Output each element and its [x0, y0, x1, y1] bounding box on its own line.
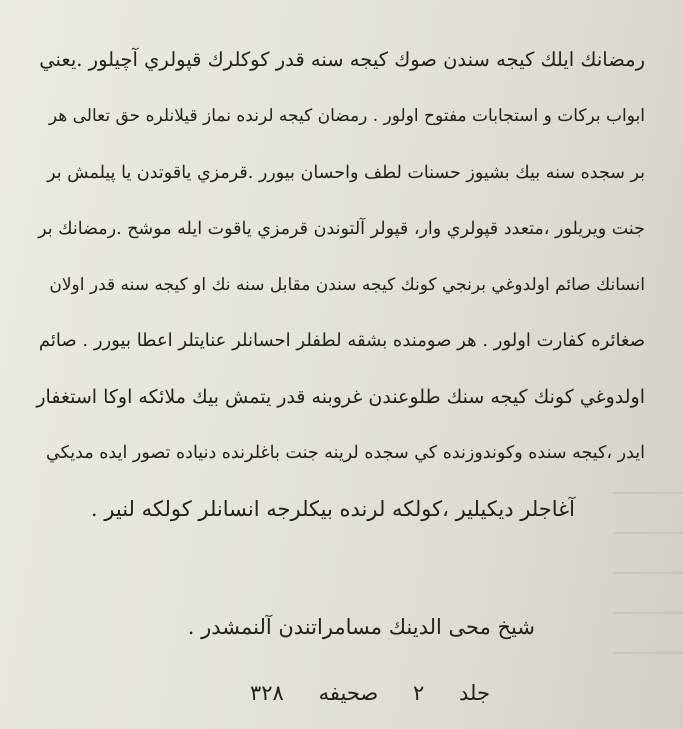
text-line-9: آغاجلر ديكيلير ،كولكه لرنده بيكلرجه انسانلر كولكه لنير . — [90, 497, 575, 521]
text-line-4: جنت ويريلور ،متعدد قپولري وار، قپولر آلتوندن قرمزي ياقوت ايله موشح .رمضانك بر — [38, 219, 645, 239]
page-number: ٣٢٨ — [250, 681, 284, 705]
text-line-1: رمضانك ايلك كيجه سندن صوك كيجه سنه قدر كوكلرك قپولري آچيلور .يعني — [39, 48, 645, 71]
text-line-2: ابواب بركات و استجابات مفتوح اولور . رمضان كيجه لرنده نماز قيلانلره حق تعالى هر — [48, 106, 645, 126]
text-line-5: انسانك صائم اولدوغي برنجي كونك كيجه سندن مقابل سنه نك او كيجه سنه قدر اولان — [49, 275, 645, 295]
text-line-3: بر سجده سنه بيك بشيوز حسنات لطف واحسان بيورر .قرمزي ياقوتدن يا پيلمش بر — [47, 163, 645, 183]
show-through-text — [613, 470, 683, 670]
text-line-7: اولدوغي كونك كيجه سنك طلوعندن غروبنه قدر يتمش بيك ملائكه اوكا استغفار — [36, 386, 645, 408]
volume-number: ٢ — [412, 681, 425, 705]
page-footer — [250, 678, 490, 708]
page-label: صحيفه — [318, 681, 379, 705]
attribution: شيخ محى الدينك مسامراتندن آلنمشدر . — [187, 615, 535, 639]
text-line-8: ايدر ،كيجه سنده وكوندوزنده كي سجده لرينه جنت باغلرنده دنياده تصور ايده مديكي — [46, 443, 645, 463]
volume-label: جلد — [459, 681, 490, 705]
text-line-6: صغائره كفارت اولور . هر صومنده بشقه لطفلر احسانلر عنايتلر اعطا بيورر . صائم — [38, 330, 645, 351]
